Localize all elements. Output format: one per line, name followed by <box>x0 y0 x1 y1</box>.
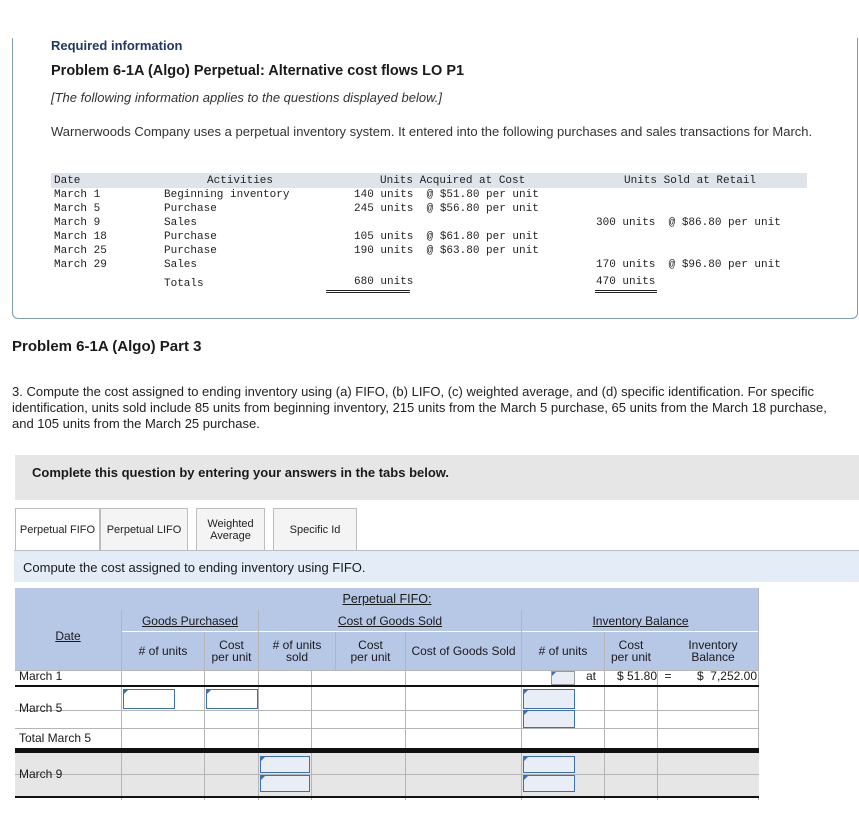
row-acquired: 105 units @ $61.80 per unit <box>354 231 539 243</box>
goods-purchased-header: Goods Purchased <box>141 613 239 628</box>
instruction-bar <box>15 455 859 500</box>
row-label-total-march-5: Total March 5 <box>19 731 92 745</box>
worksheet-title: Perpetual FIFO: <box>342 592 432 606</box>
col-header-units: # of units <box>138 644 188 658</box>
problem-intro: Warnerwoods Company uses a perpetual inventory system. It entered into the following purchases and sales transactions for March. <box>51 124 813 139</box>
col-header-sold: Units Sold at Retail <box>624 175 757 187</box>
totals-sold: 470 units <box>596 276 656 288</box>
problem-note: [The following information applies to the questions displayed below.] <box>51 90 442 105</box>
row-date: March 25 <box>54 245 107 257</box>
march-5-units-input[interactable] <box>123 689 175 709</box>
cost-of-goods-sold-header: Cost of Goods Sold <box>337 613 443 628</box>
col-header-date: Date <box>54 175 81 187</box>
inventory-balance-value: $ 7,252.00 <box>696 669 757 683</box>
march-5-balance-units-input-2[interactable] <box>523 710 575 728</box>
row-date: March 1 <box>54 189 101 201</box>
row-date: March 18 <box>54 231 107 243</box>
march-9-units-sold-input[interactable] <box>260 756 310 773</box>
instruction-text: Complete this question by entering your answers in the tabs below. <box>32 465 450 480</box>
row-activity: Purchase <box>164 231 217 243</box>
tab-specific-id[interactable]: Specific Id <box>273 508 357 550</box>
col-header-cogs: Cost of Goods Sold <box>411 644 516 658</box>
row-label-march-1: March 1 <box>19 669 63 683</box>
tab-perpetual-fifo[interactable]: Perpetual FIFO <box>15 508 100 550</box>
row-activity: Beginning inventory <box>164 189 290 201</box>
part-title: Problem 6-1A (Algo) Part 3 <box>12 338 202 355</box>
totals-underline <box>326 290 410 291</box>
totals-acquired: 680 units <box>354 276 414 288</box>
col-header-bal-units: # of units <box>538 644 588 658</box>
at-label: at <box>585 669 596 683</box>
march-5-cost-per-unit-input[interactable] <box>206 689 258 709</box>
totals-underline <box>595 290 657 291</box>
col-header-cogs-cost-per-unit: Cost per unit <box>350 638 391 664</box>
row-label-march-9: March 9 <box>19 767 63 781</box>
balance-cost-per-unit: $ 51.80 <box>616 669 657 683</box>
problem-title: Problem 6-1A (Algo) Perpetual: Alternative cost flows LO P1 <box>51 63 465 79</box>
col-header-date: Date <box>55 629 81 643</box>
required-information-heading: Required information <box>51 38 183 53</box>
row-acquired: 140 units @ $51.80 per unit <box>354 189 539 201</box>
compute-prompt: Compute the cost assigned to ending inventory using FIFO. <box>23 560 366 575</box>
row-activity: Purchase <box>164 203 217 215</box>
row-activity: Sales <box>164 217 198 229</box>
row-label-march-5: March 5 <box>19 701 63 715</box>
question-text: 3. Compute the cost assigned to ending inventory using (a) FIFO, (b) LIFO, (c) weighted average, and (d) specific identification. For specific identification, units sold include 85 units from beginning inventory, 215 units from the March 5 purchase, 65 units from the March 18 purchase, and 105 units from the March 25 purchase. <box>12 384 827 431</box>
totals-double-underline <box>595 292 657 293</box>
row-date: March 29 <box>54 259 107 271</box>
totals-double-underline <box>326 292 410 293</box>
row-date: March 9 <box>54 217 101 229</box>
balance-units-input[interactable] <box>551 671 575 685</box>
row-activity: Sales <box>164 259 198 271</box>
tab-perpetual-lifo[interactable]: Perpetual LIFO <box>100 508 188 550</box>
row-sold: 300 units @ $86.80 per unit <box>596 217 781 229</box>
march-9-balance-units-input[interactable] <box>523 756 575 773</box>
equals-sign: = <box>664 669 672 683</box>
tab-weighted-average[interactable]: Weighted Average <box>196 508 265 550</box>
row-sold: 170 units @ $96.80 per unit <box>596 259 781 271</box>
col-header-bal-cost-per-unit: Cost per unit <box>610 638 652 664</box>
col-header-inventory-balance: Inventory Balance <box>688 638 738 664</box>
row-acquired: 190 units @ $63.80 per unit <box>354 245 539 257</box>
row-activity: Purchase <box>164 245 217 257</box>
col-header-acquired: Units Acquired at Cost <box>380 175 526 187</box>
col-header-activities: Activities <box>207 175 274 187</box>
march-9-units-sold-input-2[interactable] <box>260 775 310 792</box>
compute-prompt-bar <box>14 551 859 582</box>
row-date: March 5 <box>54 203 101 215</box>
inventory-balance-header: Inventory Balance <box>592 613 689 628</box>
march-9-balance-units-input-2[interactable] <box>523 775 575 792</box>
col-header-cost-per-unit: Cost per unit <box>211 638 252 664</box>
row-acquired: 245 units @ $56.80 per unit <box>354 203 539 215</box>
march-5-balance-units-input[interactable] <box>523 689 575 709</box>
col-header-units-sold: # of units sold <box>272 638 322 664</box>
totals-label: Totals <box>164 278 204 290</box>
